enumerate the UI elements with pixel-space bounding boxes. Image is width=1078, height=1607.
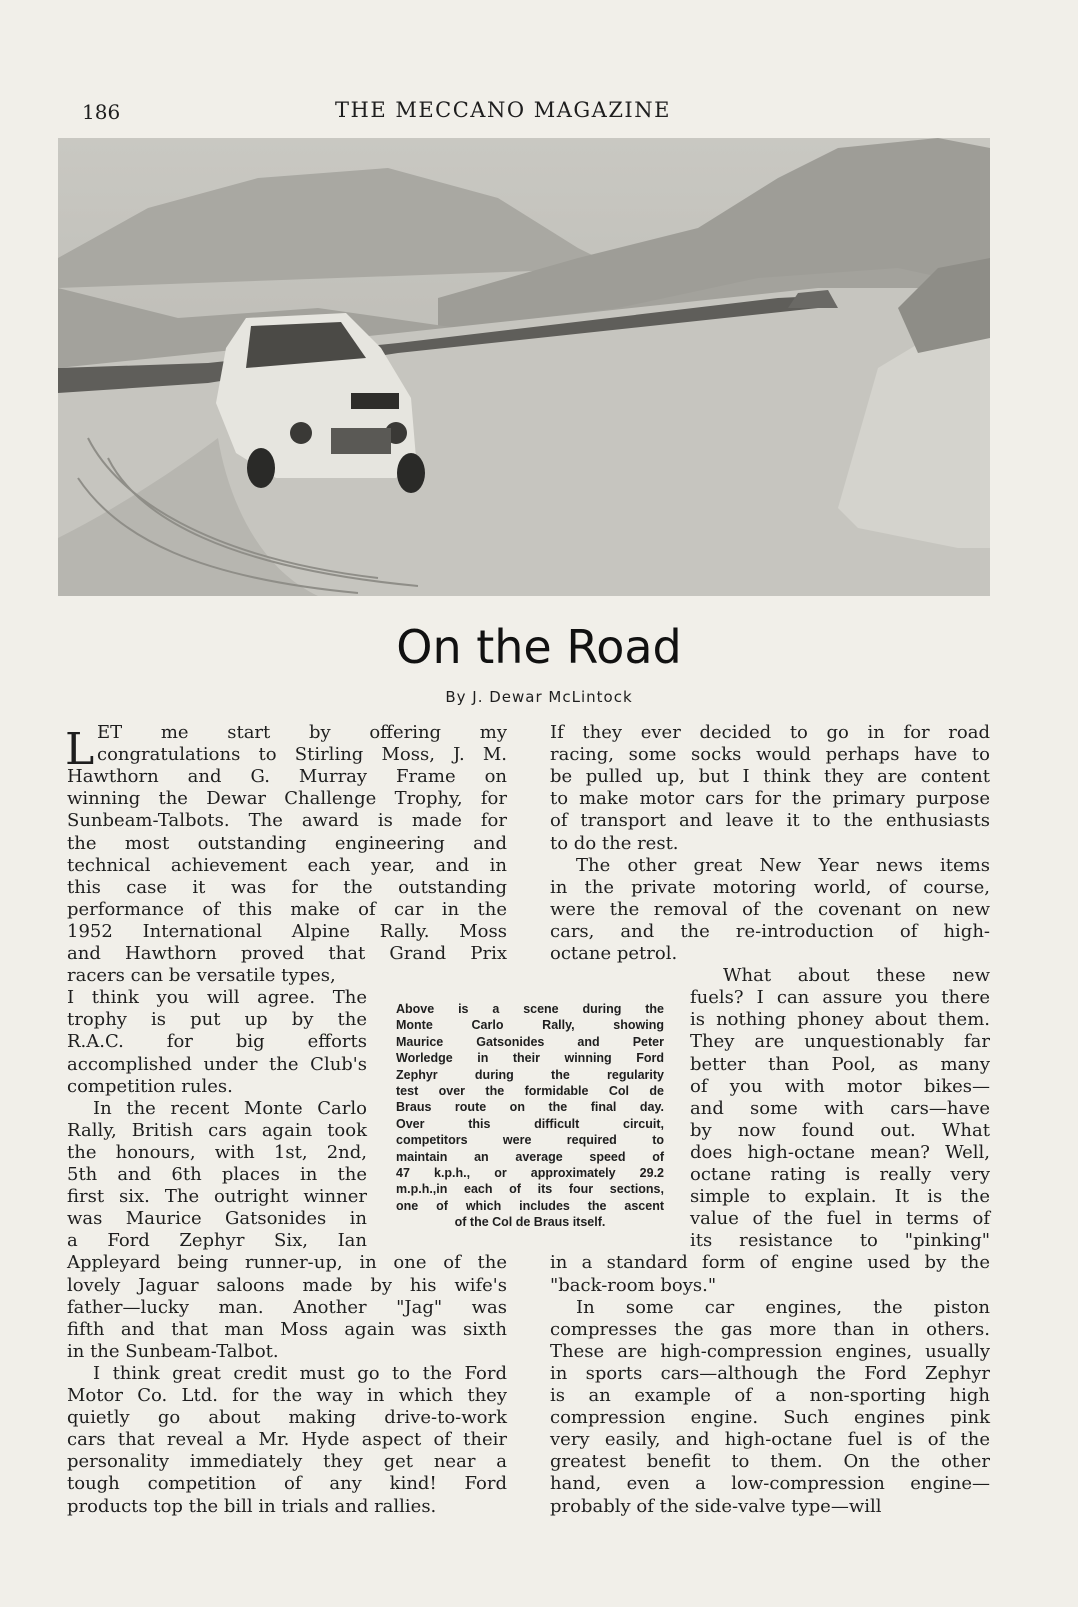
right-column-line: These are high-compression engines, usually — [550, 1340, 990, 1362]
right-column-line: simple to explain. It is the — [690, 1186, 990, 1208]
left-column-line: products top the bill in trials and rallies. — [67, 1495, 437, 1517]
photo-caption-line: one of which includes the ascent — [396, 1198, 664, 1213]
left-column-line: fifth and that man Moss again was sixth — [67, 1318, 507, 1340]
right-column-line: fuels? I can assure you there — [690, 987, 990, 1009]
left-column-line: cars that reveal a Mr. Hyde aspect of their — [67, 1429, 507, 1451]
left-column-line: a Ford Zephyr Six, Ian — [67, 1230, 367, 1252]
right-column-line: They are unquestionably far — [690, 1031, 990, 1053]
left-column-line: Motor Co. Ltd. for the way in which they — [67, 1385, 507, 1406]
left-column-line: trophy is put up by the — [67, 1009, 367, 1031]
right-column-line: by now found out. What — [690, 1119, 990, 1141]
right-column-line: is nothing phoney about them. — [690, 1009, 990, 1031]
photo-caption-line: Worledge in their winning Ford — [396, 1051, 664, 1066]
photo-caption-line: Maurice Gatsonides and Peter — [396, 1034, 664, 1049]
right-column-line: racing, some socks would perhaps have to — [550, 744, 990, 766]
left-column-line: was Maurice Gatsonides in — [67, 1208, 367, 1230]
right-column-line: compresses the gas more than in others. — [550, 1318, 990, 1340]
photo-caption-line: of the Col de Braus itself. — [454, 1215, 606, 1230]
right-column-line: to do the rest. — [550, 832, 679, 854]
left-column-line: 5th and 6th places in the — [67, 1164, 367, 1185]
left-column-line: performance of this make of car in the — [67, 898, 507, 920]
left-column-line: I think great credit must go to the Ford — [93, 1362, 507, 1384]
left-column-line: the honours, with 1st, 2nd, — [67, 1141, 367, 1163]
right-column-line: does high-octane mean? Well, — [690, 1141, 990, 1163]
left-column-line: technical achievement each year, and in — [67, 854, 507, 876]
right-column-line: and some with cars—have — [690, 1097, 990, 1119]
left-column-line: in the Sunbeam-Talbot. — [67, 1340, 279, 1362]
article-title: On the Road — [396, 620, 682, 674]
right-column-line: to make motor cars for the primary purpose — [550, 788, 990, 810]
right-column-line: octane rating is really very — [690, 1164, 990, 1185]
right-column-line: If they ever decided to go in for road — [550, 722, 990, 743]
left-column-line: R.A.C. for big efforts — [67, 1031, 367, 1053]
right-column-line: "back-room boys." — [550, 1274, 717, 1296]
right-column-line: were the removal of the covenant on new — [550, 898, 990, 920]
right-column-line: cars, and the re-introduction of high- — [550, 920, 990, 942]
photo-caption-line: Braus route on the final day. — [396, 1100, 664, 1115]
photo-caption-line: competitors were required to — [396, 1133, 664, 1148]
running-header: THE MECCANO MAGAZINE — [335, 98, 671, 122]
photo-caption-line: Above is a scene during the — [396, 1002, 664, 1016]
right-column-line: its resistance to "pinking" — [690, 1230, 990, 1252]
left-column-line: lovely Jaguar saloons made by his wife's — [67, 1274, 507, 1296]
right-column-line: compression engine. Such engines pink — [550, 1407, 990, 1429]
photo-caption-line: m.p.h.,in each of its four sections, — [396, 1182, 664, 1197]
left-column-line: accomplished under the Club's — [67, 1053, 367, 1075]
right-column-line: greatest benefit to them. On the other — [550, 1451, 990, 1473]
left-column-line: In the recent Monte Carlo — [93, 1097, 367, 1119]
right-column-line: in a standard form of engine used by the — [550, 1252, 990, 1274]
right-column-line: of you with motor bikes— — [690, 1075, 990, 1097]
rally-photo — [58, 138, 990, 596]
right-column-line: value of the fuel in terms of — [690, 1208, 990, 1230]
right-column-line: in sports cars—although the Ford Zephyr — [550, 1362, 990, 1384]
left-column-line: competition rules. — [67, 1075, 233, 1097]
right-column-line: probably of the side-valve type—will — [550, 1495, 882, 1517]
photo-caption-line: test over the formidable Col de — [396, 1084, 664, 1098]
left-column-line: Rally, British cars again took — [67, 1119, 367, 1141]
left-column-line: personality immediately they get near a — [67, 1451, 507, 1473]
page-number: 186 — [82, 100, 121, 124]
left-column-line: quietly go about making drive-to-work — [67, 1407, 507, 1429]
left-column-line: Hawthorn and G. Murray Frame on — [67, 766, 507, 788]
left-column-line: winning the Dewar Challenge Trophy, for — [67, 788, 507, 810]
right-column-line: be pulled up, but I think they are content — [550, 766, 990, 788]
left-column-line: this case it was for the outstanding — [67, 876, 507, 898]
photo-caption-line: Over this difficult circuit, — [396, 1116, 664, 1131]
right-column-line: is an example of a non-sporting high — [550, 1385, 990, 1406]
left-column-line: congratulations to Stirling Moss, J. M. — [97, 744, 507, 766]
left-column-line: I think you will agree. The — [67, 987, 367, 1009]
left-column-line: Sunbeam-Talbots. The award is made for — [67, 810, 507, 832]
left-column-line: the most outstanding engineering and — [67, 832, 507, 854]
article-byline: By J. Dewar McLintock — [445, 688, 633, 706]
right-column-line: octane petrol. — [550, 943, 678, 964]
photo-caption-line: maintain an average speed of — [396, 1149, 664, 1164]
left-column-line: Appleyard being runner-up, in one of the — [67, 1252, 507, 1274]
left-column-line: father—lucky man. Another "Jag" was — [67, 1296, 507, 1318]
drop-cap: L — [65, 724, 95, 775]
right-column-line: The other great New Year news items — [576, 854, 990, 876]
left-column-line: tough competition of any kind! Ford — [67, 1473, 507, 1495]
photo-caption-line: Zephyr during the regularity — [396, 1067, 664, 1082]
right-column-line: of transport and leave it to the enthusiasts — [550, 810, 990, 832]
photo-caption-line: Monte Carlo Rally, showing — [396, 1018, 664, 1033]
left-column-line: first six. The outright winner — [67, 1186, 367, 1208]
right-column-line: hand, even a low-compression engine— — [550, 1473, 990, 1495]
right-column-line: What about these new — [723, 965, 990, 987]
right-column-line: very easily, and high-octane fuel is of the — [550, 1429, 990, 1451]
left-column-line: 1952 International Alpine Rally. Moss — [67, 920, 507, 942]
right-column-line: In some car engines, the piston — [576, 1296, 990, 1318]
left-column-line: racers can be versatile types, — [67, 965, 336, 987]
left-column-line: and Hawthorn proved that Grand Prix — [67, 943, 507, 964]
left-column-line: ET me start by offering my — [97, 722, 507, 743]
right-column-line: in the private motoring world, of course, — [550, 876, 990, 898]
photo-caption-line: 47 k.p.h., or approximately 29.2 — [396, 1166, 664, 1180]
right-column-line: better than Pool, as many — [690, 1053, 990, 1075]
